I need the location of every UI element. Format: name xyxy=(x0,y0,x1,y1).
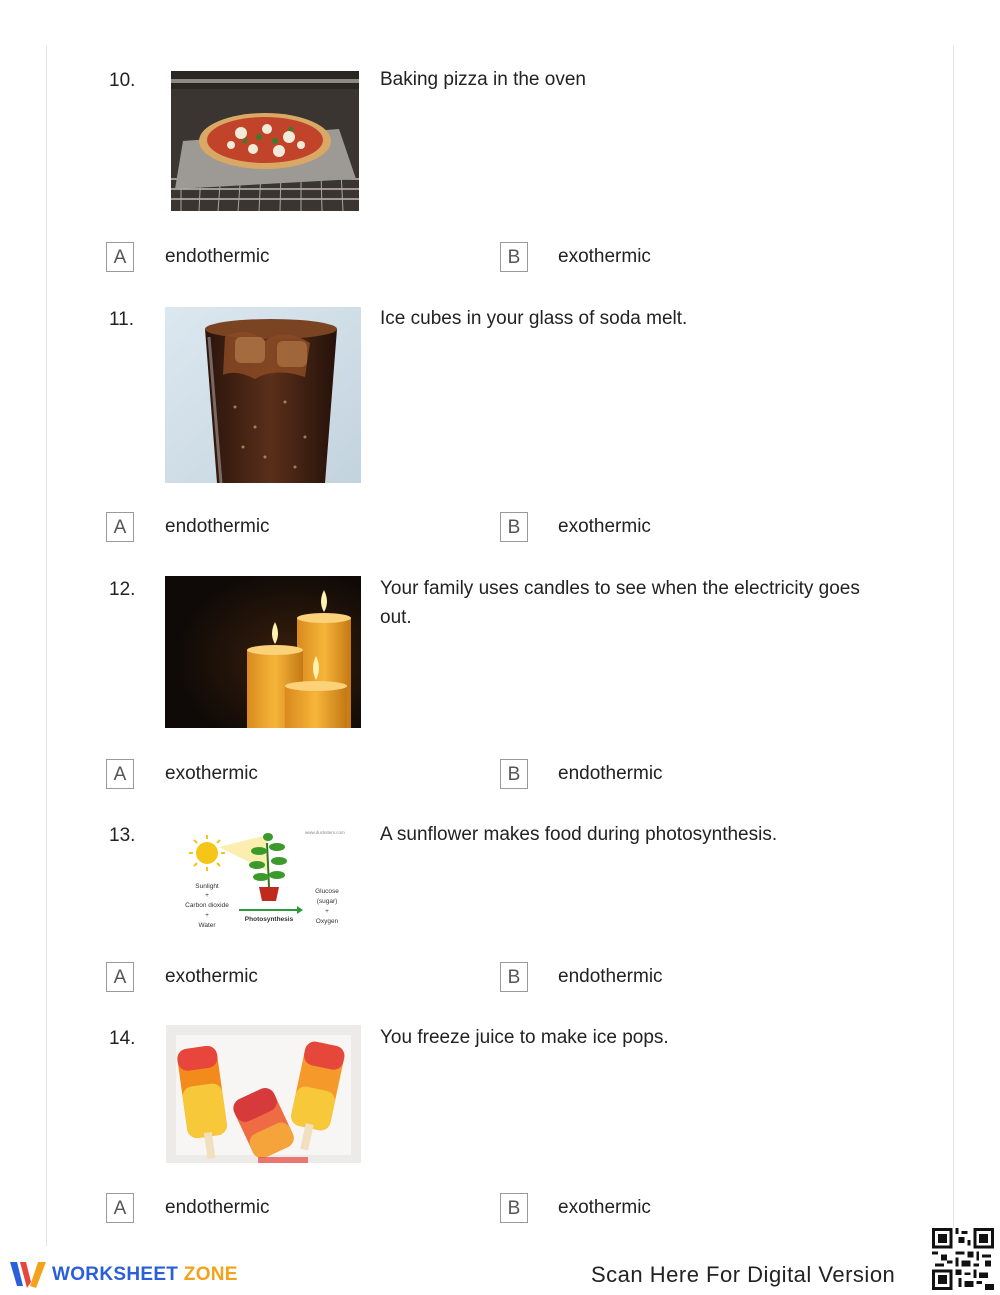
answer-row-11 xyxy=(0,512,1000,544)
option-b-label[interactable]: exothermic xyxy=(558,246,651,267)
answer-row-13 xyxy=(0,962,1000,994)
option-b-box[interactable]: B xyxy=(500,1193,528,1223)
pizza-oven-image xyxy=(171,71,359,211)
question-number: 13. xyxy=(109,825,136,846)
answer-row-10 xyxy=(0,242,1000,274)
question-text: A sunflower makes food during photosynthesis. xyxy=(380,824,778,845)
question-text: You freeze juice to make ice pops. xyxy=(380,1027,669,1048)
diagram-plus-3: + xyxy=(325,908,329,915)
option-b-box[interactable]: B xyxy=(500,512,528,542)
diagram-website: www.ducksters.com xyxy=(305,830,345,835)
photosynthesis-diagram xyxy=(171,825,361,937)
ice-pops-image xyxy=(166,1025,361,1163)
answer-row-12 xyxy=(0,759,1000,791)
option-a-label[interactable]: endothermic xyxy=(165,1197,270,1218)
option-a-box[interactable]: A xyxy=(106,962,134,992)
question-text: Baking pizza in the oven xyxy=(380,69,586,90)
option-b-box[interactable]: B xyxy=(500,759,528,789)
option-b-box[interactable]: B xyxy=(500,962,528,992)
option-b-label[interactable]: exothermic xyxy=(558,516,651,537)
option-b-label[interactable]: exothermic xyxy=(558,1197,651,1218)
diagram-output-oxygen: Oxygen xyxy=(315,918,339,925)
option-b-box[interactable]: B xyxy=(500,242,528,272)
diagram-input-water: Water xyxy=(198,922,216,929)
logo-text xyxy=(52,1264,238,1286)
diagram-input-carbon-dioxide: Carbon dioxide xyxy=(185,902,229,909)
candles-image xyxy=(165,576,361,728)
logo-text-zone: ZONE xyxy=(183,1264,238,1285)
question-number: 10. xyxy=(109,70,136,91)
option-a-box[interactable]: A xyxy=(106,242,134,272)
logo-text-worksheet: WORKSHEET xyxy=(52,1264,179,1285)
question-number: 11. xyxy=(109,309,135,330)
option-a-label[interactable]: exothermic xyxy=(165,763,258,784)
option-a-label[interactable]: endothermic xyxy=(165,246,270,267)
option-b-label[interactable]: endothermic xyxy=(558,763,663,784)
question-text: Your family uses candles to see when the electricity goes out. xyxy=(380,578,860,628)
option-a-box[interactable]: A xyxy=(106,1193,134,1223)
question-number: 14. xyxy=(109,1028,136,1049)
diagram-input-sunlight: Sunlight xyxy=(195,883,219,890)
option-a-label[interactable]: exothermic xyxy=(165,966,258,987)
question-number: 12. xyxy=(109,579,136,600)
option-a-box[interactable]: A xyxy=(106,512,134,542)
worksheet-zone-logo[interactable] xyxy=(10,1258,238,1292)
diagram-output-glucose: Glucose xyxy=(315,888,339,895)
option-a-label[interactable]: endothermic xyxy=(165,516,270,537)
diagram-plus-2: + xyxy=(205,912,209,919)
option-a-box[interactable]: A xyxy=(106,759,134,789)
qr-code-icon[interactable] xyxy=(932,1228,994,1290)
answer-row-14 xyxy=(0,1193,1000,1225)
option-b-label[interactable]: endothermic xyxy=(558,966,663,987)
question-text: Ice cubes in your glass of soda melt. xyxy=(380,308,688,329)
page-border-left xyxy=(46,46,47,1246)
diagram-output-sugar: (sugar) xyxy=(316,898,338,905)
page-border-right xyxy=(953,46,954,1246)
diagram-process-label: Photosynthesis xyxy=(244,916,294,923)
soda-glass-image xyxy=(165,307,361,483)
logo-w-icon xyxy=(10,1260,46,1290)
diagram-plus-1: + xyxy=(205,892,209,899)
scan-instruction: Scan Here For Digital Version xyxy=(591,1262,896,1287)
